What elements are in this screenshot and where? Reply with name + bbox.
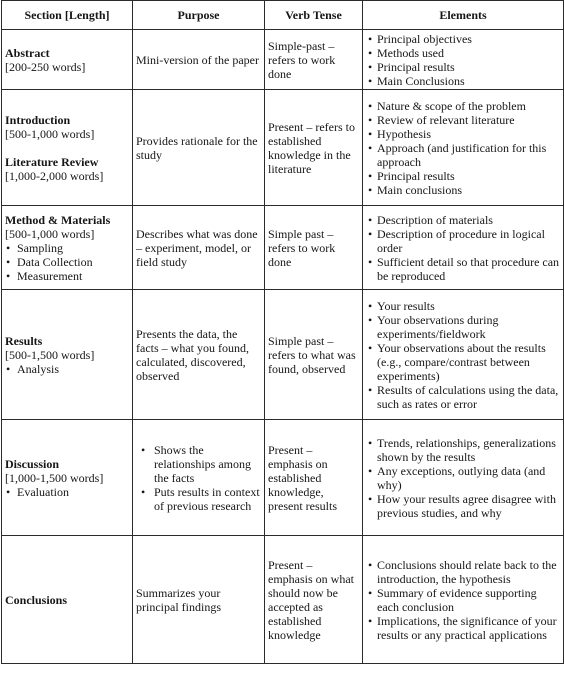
verb-tense-cell: Present – emphasis on established knowledge, present results: [265, 420, 363, 536]
list-item: • Implications, the significance of your results or any practical applications: [368, 613, 557, 642]
verb-tense-cell: Simple past – refers to work done: [265, 206, 363, 290]
elements-cell: [363, 90, 564, 206]
purpose-cell: Summarizes your principal findings: [133, 536, 265, 664]
purpose-cell: Provides rationale for the study: [133, 90, 265, 206]
list-item: • Description of materials: [368, 212, 493, 227]
header-verb-tense: Verb Tense: [265, 1, 363, 30]
list-item: • Your observations during experiments/fieldwork: [368, 312, 499, 341]
purpose-cell: Presents the data, the facts – what you found, calculated, discovered, observed: [133, 290, 265, 420]
list-item: • Your results: [368, 298, 435, 313]
header-row: [2, 1, 564, 30]
bullet-icon: •: [6, 254, 11, 269]
bullet-icon: •: [141, 484, 146, 499]
list-item: • Description of procedure in logical order: [368, 226, 545, 255]
section-cell: [2, 536, 133, 664]
section-length-secondary: [1,000-2,000 words]: [5, 168, 104, 183]
list-item: • Puts results in context of previous research: [141, 484, 260, 513]
list-item: • How your results agree disagree with previous studies, and why: [368, 491, 556, 520]
bullet-icon: •: [368, 226, 373, 241]
bullet-icon: •: [6, 240, 11, 255]
purpose-cell: Describes what was done – experiment, model, or field study: [133, 206, 265, 290]
list-item: • Analysis: [6, 361, 59, 376]
table-row: [2, 420, 564, 536]
section-title: Conclusions: [5, 592, 68, 607]
purpose-cell: [133, 420, 265, 536]
header-elements: Elements: [363, 1, 564, 30]
header-purpose: Purpose: [133, 1, 265, 30]
list-item: • Shows the relationships among the facts: [141, 442, 251, 485]
bullet-icon: •: [368, 182, 373, 197]
list-item: • Principal objectives: [368, 31, 472, 46]
bullet-icon: •: [368, 613, 373, 628]
bullet-icon: •: [368, 73, 373, 88]
table-row: [2, 30, 564, 90]
table-row: [2, 206, 564, 290]
section-length: [500-1,000 words]: [5, 226, 95, 241]
section-cell: [2, 30, 133, 90]
section-length: [200-250 words]: [5, 59, 86, 74]
bullet-icon: •: [6, 484, 11, 499]
bullet-icon: •: [368, 254, 373, 269]
bullet-icon: •: [141, 442, 146, 457]
bullet-icon: •: [368, 585, 373, 600]
section-cell: [2, 290, 133, 420]
elements-cell: [363, 420, 564, 536]
section-length: [500-1,500 words]: [5, 347, 95, 362]
bullet-icon: •: [368, 112, 373, 127]
bullet-icon: •: [368, 140, 373, 155]
list-item: • Main Conclusions: [368, 73, 465, 88]
verb-tense-cell: Simple past – refers to what was found, observed: [265, 290, 363, 420]
list-item: • Hypothesis: [368, 126, 431, 141]
list-item: • Principal results: [368, 59, 455, 74]
bullet-icon: •: [368, 45, 373, 60]
list-item: • Data Collection: [6, 254, 93, 269]
header-section: Section [Length]: [2, 1, 133, 30]
list-item: • Sufficient detail so that procedure can be reproduced: [368, 254, 560, 283]
bullet-icon: •: [368, 463, 373, 478]
bullet-icon: •: [368, 557, 373, 572]
bullet-icon: •: [368, 312, 373, 327]
verb-tense-cell: Simple-past – refers to work done: [265, 30, 363, 90]
research-paper-sections-table: [1, 0, 564, 664]
list-item: • Measurement: [6, 268, 83, 283]
section-length: [500-1,000 words]: [5, 126, 95, 141]
table-row: [2, 290, 564, 420]
section-length: [1,000-1,500 words]: [5, 470, 104, 485]
bullet-icon: •: [6, 268, 11, 283]
list-item: • Methods used: [368, 45, 444, 60]
list-item: • Review of relevant literature: [368, 112, 515, 127]
section-title: Discussion: [5, 456, 60, 471]
section-cell: [2, 206, 133, 290]
list-item: • Main conclusions: [368, 182, 462, 197]
section-cell: [2, 90, 133, 206]
elements-cell: [363, 536, 564, 664]
list-item: • Principal results: [368, 168, 455, 183]
purpose-cell: Mini-version of the paper: [133, 30, 265, 90]
section-title: Results: [5, 333, 43, 348]
list-item: • Evaluation: [6, 484, 69, 499]
elements-cell: [363, 290, 564, 420]
bullet-icon: •: [368, 212, 373, 227]
list-item: • Summary of evidence supporting each conclusion: [368, 585, 537, 614]
list-item: • Your observations about the results (e.g., compare/contrast between experiments): [368, 340, 546, 383]
list-item: • Any exceptions, outlying data (and why): [368, 463, 546, 492]
list-item: • Results of calculations using the data, such as rates or error: [368, 382, 559, 411]
bullet-icon: •: [368, 168, 373, 183]
list-item: • Nature & scope of the problem: [368, 98, 526, 113]
bullet-icon: •: [368, 435, 373, 450]
list-item: • Approach (and justification for this approach: [368, 140, 547, 169]
list-item: • Trends, relationships, generalizations shown by the results: [368, 435, 556, 464]
verb-tense-cell: Present – emphasis on what should now be accepted as established knowledge: [265, 536, 363, 664]
elements-cell: [363, 30, 564, 90]
section-title: Abstract: [5, 45, 50, 60]
bullet-icon: •: [368, 491, 373, 506]
section-title: Introduction: [5, 112, 71, 127]
list-item: • Conclusions should relate back to the introduction, the hypothesis: [368, 557, 557, 586]
bullet-icon: •: [6, 361, 11, 376]
list-item: • Sampling: [6, 240, 64, 255]
elements-cell: [363, 206, 564, 290]
table-row: [2, 90, 564, 206]
bullet-icon: •: [368, 31, 373, 46]
table-row: [2, 536, 564, 664]
bullet-icon: •: [368, 98, 373, 113]
bullet-icon: •: [368, 382, 373, 397]
bullet-icon: •: [368, 340, 373, 355]
bullet-icon: •: [368, 59, 373, 74]
verb-tense-cell: Present – refers to established knowledge in the literature: [265, 90, 363, 206]
bullet-icon: •: [368, 298, 373, 313]
section-title: Method & Materials: [5, 212, 111, 227]
section-title-secondary: Literature Review: [5, 154, 99, 169]
section-cell: [2, 420, 133, 536]
bullet-icon: •: [368, 126, 373, 141]
